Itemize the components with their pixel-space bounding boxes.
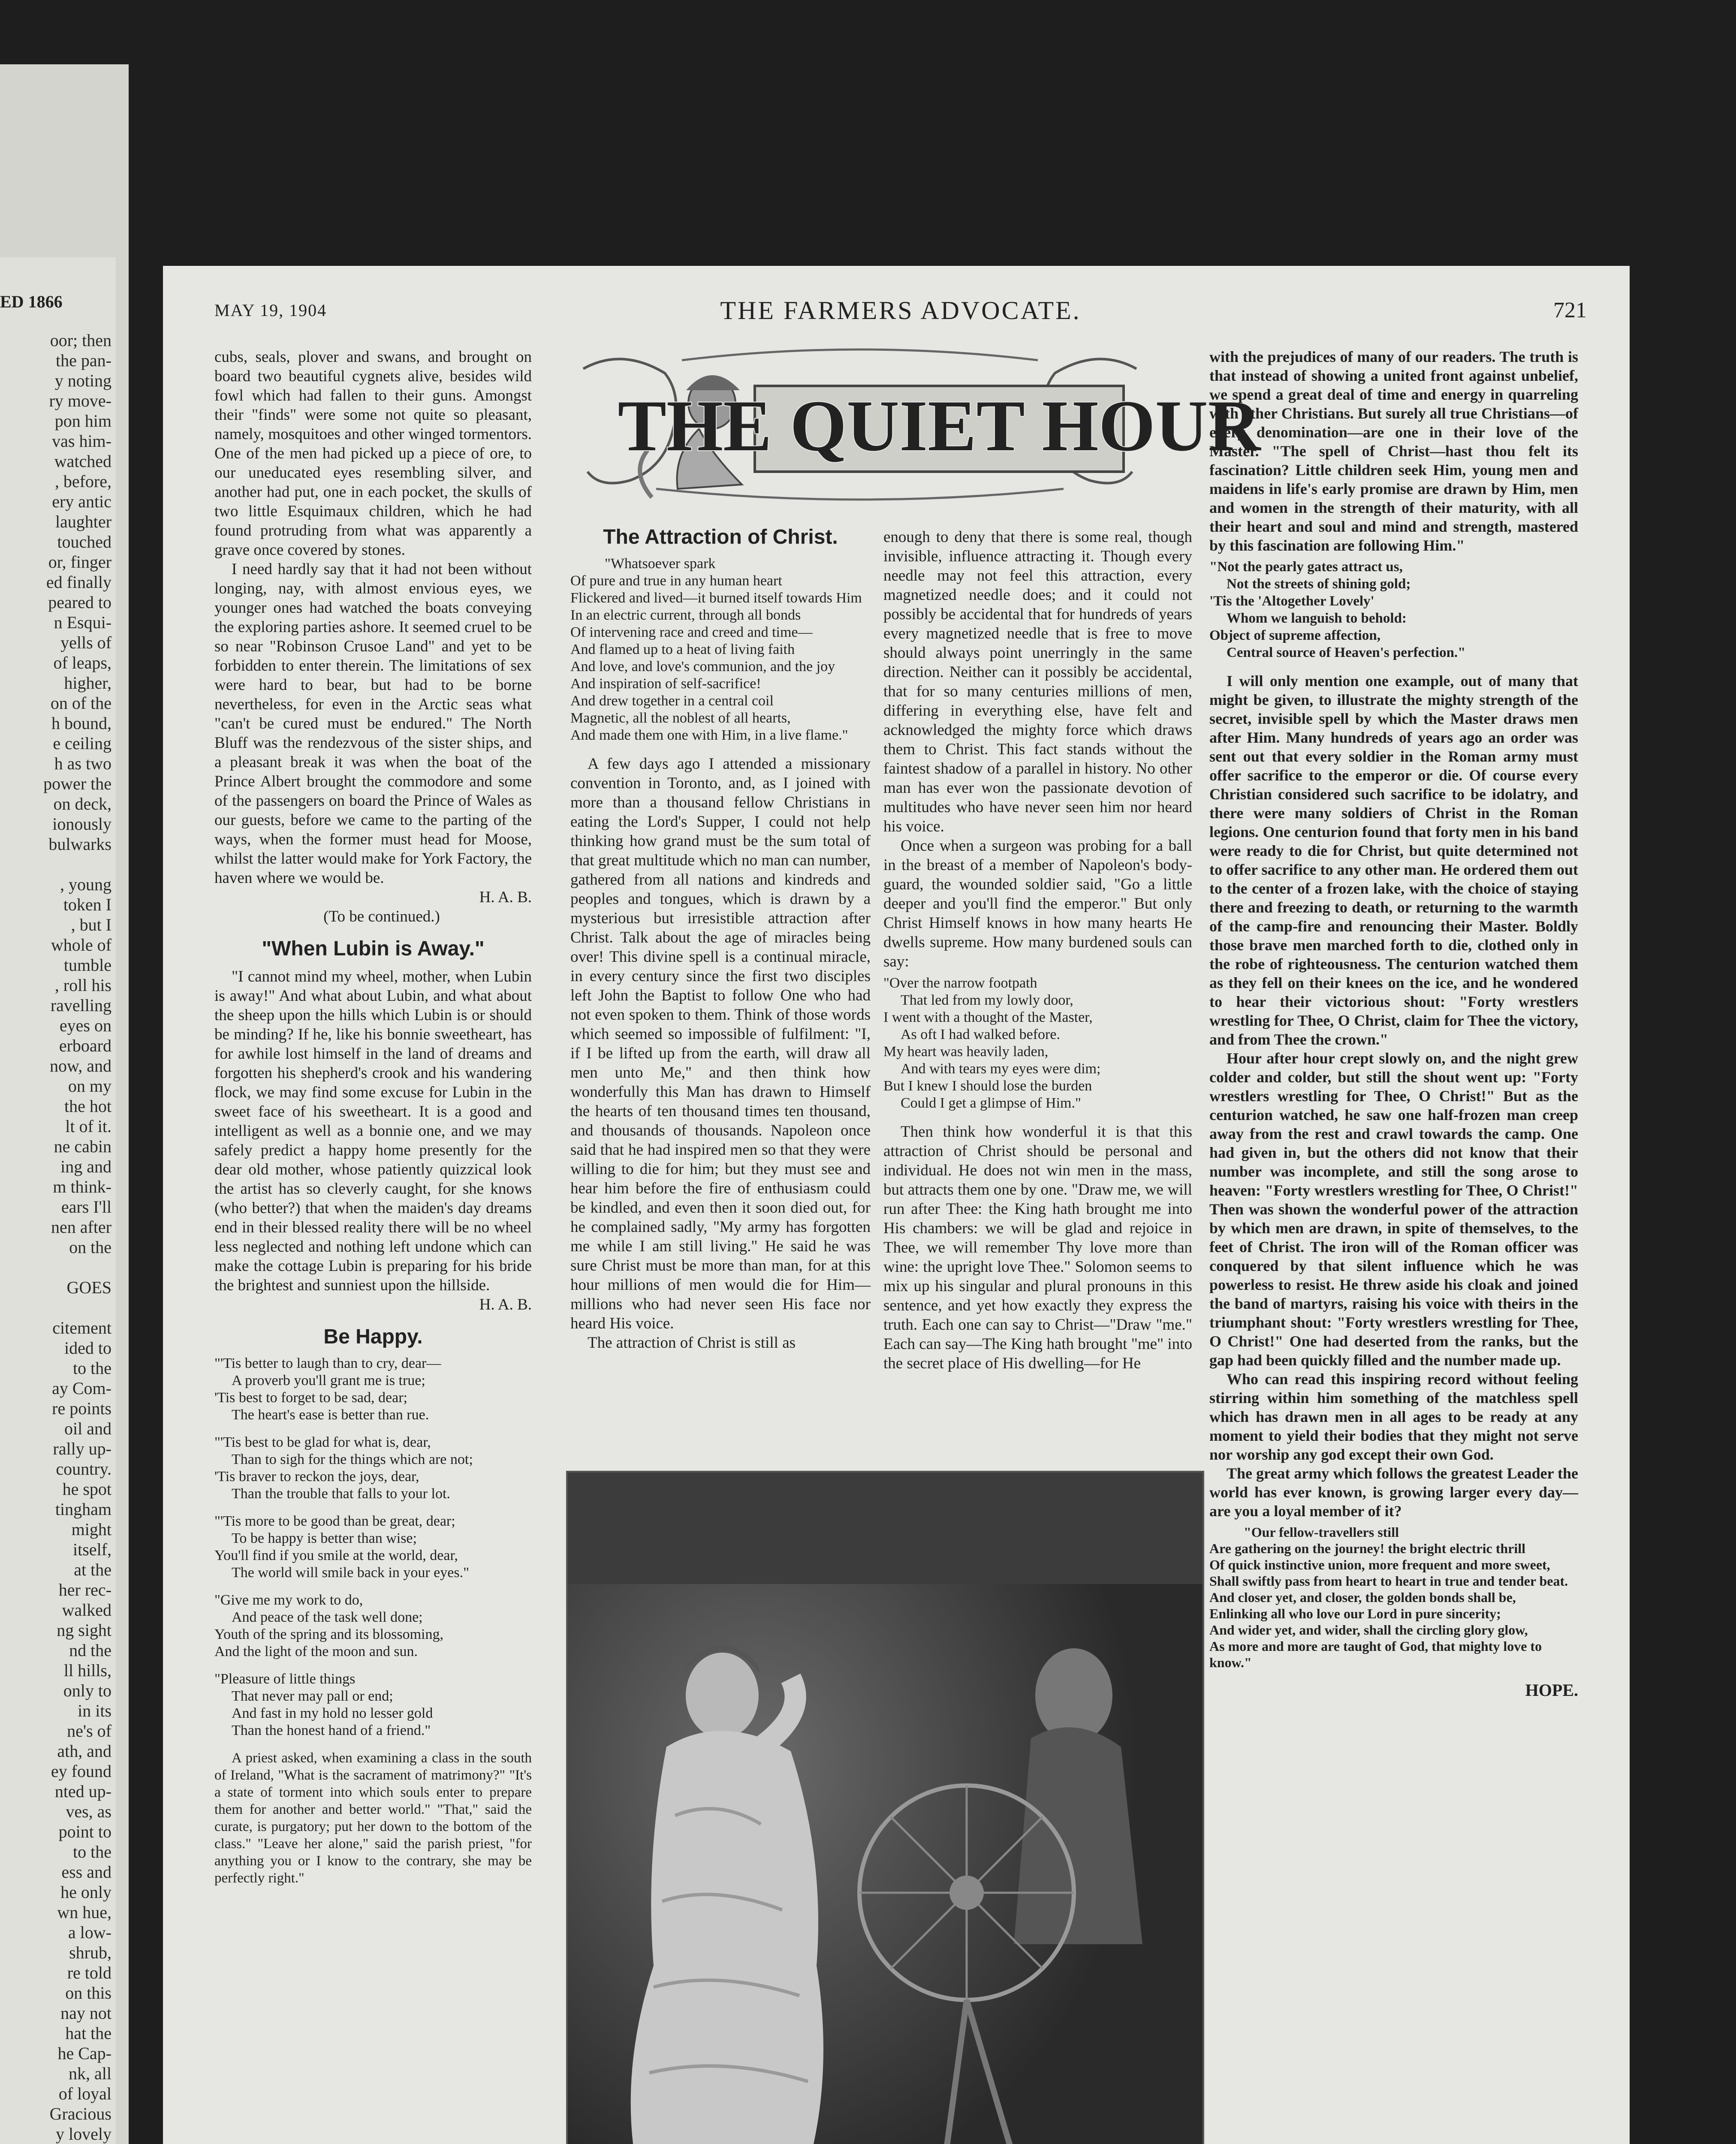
poem-line: Of quick instinctive union, more frequent and more sweet,	[1209, 1557, 1550, 1572]
poem-stanza	[214, 1434, 532, 1503]
column-1	[214, 347, 532, 1887]
fellow-travellers-poem	[1209, 1524, 1578, 1671]
newspaper-page	[214, 296, 1587, 2144]
poem-line: You'll find if you smile at the world, dear,	[214, 1548, 458, 1563]
paragraph: A priest asked, when examining a class in the south of Ireland, "What is the sacrament of matrimony?" "It's a state of torment into which souls enter to prepare them for another and better world." "That," said the curate, is purgatory; put her down to the bottom of the class." "Leave her alone," said the parish priest, "for anything you or I know to the contrary, she may be perfectly right."	[214, 1750, 532, 1886]
poem-line: I went with a thought of the Master,	[883, 1009, 1093, 1025]
paragraph: cubs, seals, plover and swans, and brought on board two beautiful cygnets alive, besides wild fowl which had fallen to their guns. Amongst their "finds" were some not quite so pleasant, namely, mosquitoes and other winged tormentors. One of the men had picked up a piece of ore, to our uneducated eyes resembling silver, and another had put, one in each pocket, the skulls of two little Esquimaux children, which he had found protruding from what was apparently a grave once covered by stones.	[214, 348, 532, 559]
poem-line: Magnetic, all the noblest of all hearts,	[570, 710, 791, 726]
poem-line: And the light of the moon and sun.	[214, 1644, 418, 1659]
paragraph: "I cannot mind my wheel, mother, when Lubin is away!" And what about Lubin, and what about the sheep upon the hills which Lubin is or should be minding? If he, like his bonnie sweetheart, has for awhile lost himself in the land of dreams and forgotten his shepherd's crook and his wandering flock, we may find some excuse for Lubin in the sweet face of his sweetheart. It is a good and intelligent as well as a bonnie one, and we may safely predict a happy home presently for the dear old mother, whose patiently quizzical look the artist has so cleverly caught, for she knows (who better?) that when the maiden's day dreams end in their blessed reality there will be no wheel less neglected and nothing left undone which can make the cottage Lubin is preparing for his bride the brightest and sunniest upon the hillside.	[214, 968, 532, 1294]
attraction-heading: The Attraction of Christ.	[603, 526, 838, 548]
previous-page-fragment	[0, 257, 116, 2144]
poem-line: And wider yet, and wider, shall the circling glory glow,	[1209, 1622, 1528, 1638]
poem-line: 'Tis braver to reckon the joys, dear,	[214, 1469, 419, 1485]
continued-note: (To be continued.)	[323, 908, 440, 925]
poem-line: And drew together in a central coil	[570, 693, 774, 709]
poem-line: Than the honest hand of a friend."	[232, 1722, 431, 1738]
poem-line: "Pleasure of little things	[214, 1671, 356, 1687]
previous-page-header: ED 1866	[0, 292, 63, 311]
poem-line: To be happy is better than wise;	[232, 1530, 417, 1546]
page-header	[214, 296, 1587, 325]
poem-stanza	[214, 1671, 532, 1739]
poem-line: "'Tis better to laugh than to cry, dear—	[214, 1355, 441, 1371]
signature-hope: HOPE.	[1525, 1680, 1578, 1700]
paragraph: The attraction of Christ is still as	[588, 1334, 796, 1352]
be-happy-poem	[214, 1355, 532, 1739]
poem-line: That never may pall or end;	[232, 1688, 393, 1704]
poem-line: But I knew I should lose the burden	[883, 1078, 1092, 1094]
author-initials: H. A. B.	[479, 888, 532, 906]
poem-line: That led from my lowly door,	[901, 992, 1073, 1008]
column-3	[883, 527, 1192, 1373]
paragraph: enough to deny that there is some real, though invisible, influence attracting it. Though every needle may not feel this attraction, every magnetized needle does; and it could not possibly be accidental that for hundreds of years every magnetized needle that is free to move should always point unerringly in the same direction. Neither can it possibly be accidental, that for so many centuries millions of men, differing in everything else, have felt and acknowledged the mighty force which draws them to Christ. This fact stands without the faintest shadow of a parallel in history. No other man has ever won the passionate devotion of multitudes who have never seen him nor heard his voice.	[883, 528, 1192, 835]
poem-line: "Over the narrow footpath	[883, 975, 1037, 991]
poem-line: "'Tis best to be glad for what is, dear,	[214, 1434, 431, 1450]
poem-line: And closer yet, and closer, the golden bonds shall be,	[1209, 1590, 1516, 1605]
poem-line: A proverb you'll grant me is true;	[232, 1373, 425, 1388]
paragraph: The great army which follows the greatest Leader the world has ever known, is growing larger every day—are you a loyal member of it?	[1209, 1465, 1578, 1520]
poem-line: As more and more are taught of God, that mighty love to know."	[1209, 1638, 1542, 1670]
woman-at-spinning-wheel-image	[568, 1472, 1203, 2144]
lubin-heading: "When Lubin is Away."	[262, 937, 485, 960]
issue-date: MAY 19, 1904	[214, 301, 327, 320]
previous-page-text: oor; then the pan- y noting ry move- pon him vas him- watched , before, ery antic laughter touched or, finger ed finally peared to n Esqui- yells of of leaps, higher, on of the h bound, e ceiling h as two power the on deck, ionously bulwarks , young token I , but I whole of tumble , roll his ravelling eyes on erboard now, and on my the hot lt of it. ne cabin ing and m think- ears I'll nen after on the GOES citement ided to to the ay Com- re points oil and rally up- country. he spot tingham might itself, at the her rec- walked ng sight nd the ll hills, only to in its ne's of ath, and ey found nted up- ves, as point to to the ess and he only wn hue, a low- shrub, re told on this nay not hat the he Cap- nk, all of loyal Gracious y lovely	[43, 331, 112, 2144]
poem-line: In an electric current, through all bonds	[570, 607, 801, 623]
poem-stanza	[214, 1513, 532, 1581]
poem-line: And with tears my eyes were dim;	[901, 1061, 1101, 1077]
paragraph: with the prejudices of many of our readers. The truth is that instead of showing a united front against unbelief, we spend a great deal of time and energy in quarreling with other Christians. But surely all true Christians—of every denomination—are one in their love of the Master. "The spell of Christ—hast thou felt its fascination? Little children seek Him, young men and maidens in life's early promise are drawn by Him, men and women in the strength of their maturity, with all their heart and soul and mind and strength, mastered by this fascination are following Him."	[1209, 348, 1578, 554]
poem-line: Central source of Heaven's perfection."	[1227, 645, 1466, 660]
poem-line: And peace of the task well done;	[232, 1609, 423, 1625]
poem-line: Youth of the spring and its blossoming,	[214, 1626, 443, 1642]
poem-line: Flickered and lived—it burned itself towards Him	[570, 590, 862, 606]
poem-line: "'Tis more to be good than be great, dear;	[214, 1513, 455, 1529]
paragraph: I will only mention one example, out of many that might be given, to illustrate the mighty strength of the secret, invisible spell by which the Master draws men after Him. Many hundreds of years ago an order was sent out that every soldier in the Roman army must offer sacrifice to the emperor or die. Of course every Christian considered such sacrifice to be idolatry, and there were many soldiers of Christ in the Roman legions. One centurion found that forty men in his band were ready to die for Christ, but quite determined not to offer sacrifice to any other man. He ordered them out to the center of a frozen lake, with the choice of staying there and freezing to death, or returning to the warmth of the camp-fire and renouncing their Master. Boldly those brave men marched forth to die, clothed only in the robe of righteousness. The centurion watched them as they fell on their knees on the ice, and he wondered to hear their victorious shout: "Forty wrestlers wrestling for Thee, O Christ, claim for Thee the victory, and from Thee the crown."	[1209, 672, 1578, 1048]
poem-line: Could I get a glimpse of Him."	[901, 1095, 1081, 1111]
paragraph: Hour after hour crept slowly on, and the night grew colder and colder, but still the shout went up: "Forty wrestlers wrestling for Thee, O Christ!" But as the centurion watched, he saw one half-frozen man creep away from the rest and crawl towards the camp. One had given in, but the others did not know that their number was incomplete, and still the song arose to heaven: "Forty wrestlers wrestling for Thee, O Christ!" Then was shown the wonderful power of the attraction by which men are drawn, in spite of themselves, to the feet of Christ. The iron will of the Roman officer was conquered by that silent influence which he was powerless to resist. He threw aside his cloak and joined the band of martyrs, raising his voice with theirs in the triumphant shout: "Forty wrestlers wrestling for Thee, O Christ!" One had deserted from the ranks, but the gap had been quickly filled and the number made up.	[1209, 1050, 1578, 1369]
attraction-poem	[570, 555, 871, 744]
footpath-poem	[883, 975, 1192, 1112]
poem-line: Object of supreme affection,	[1209, 628, 1380, 643]
quiet-hour-illustration	[570, 343, 1261, 506]
poem-line: Whom we languish to behold:	[1227, 611, 1407, 626]
poem-line: My heart was heavily laden,	[883, 1044, 1049, 1060]
paragraph: I need hardly say that it had not been without longing, nay, with almost envious eyes, we younger ones had watched the boats conveying the exploring parties ashore. It seemed cruel to be so near "Robinson Crusoe Land" and yet to be forbidden to enter therein. The limitations of sex were hard to bear, but had to be borne nevertheless, for even in the Arctic seas what "can't be cured must be endured." The North Bluff was the rendezvous of the sister ships, and a pleasant break it was when the boat of the Prince Albert brought the commodore and some of the passengers on board the Prince of Wales as our guests, before we came to the parting of the ways, when the former must head for Moose, whilst the latter would make for York Factory, the haven where we would be.	[214, 560, 532, 887]
poem-line: And inspiration of self-sacrifice!	[570, 676, 761, 692]
poem-line: The heart's ease is better than rue.	[232, 1407, 429, 1423]
pearly-gates-poem	[1209, 558, 1578, 661]
poem-line: Enlinking all who love our Lord in pure sincerity;	[1209, 1606, 1501, 1621]
column-2	[570, 527, 871, 1352]
paragraph: Who can read this inspiring record without feeling stirring within him something of the matchless spell which has drawn men in all ages to be ready at any moment to yield their bodies that they might not serve nor worship any god except their own God.	[1209, 1370, 1578, 1463]
poem-line: As oft I had walked before.	[901, 1027, 1060, 1042]
poem-stanza	[214, 1355, 532, 1424]
quiet-hour-banner	[570, 343, 1261, 506]
poem-line: "Not the pearly gates attract us,	[1209, 559, 1403, 575]
poem-stanza	[214, 1592, 532, 1660]
poem-line: 'Tis the 'Altogether Lovely'	[1209, 593, 1374, 609]
poem-line: And fast in my hold no lesser gold	[232, 1705, 433, 1721]
lubin-illustration	[566, 1471, 1204, 2144]
poem-line: 'Tis best to forget to be sad, dear;	[214, 1390, 407, 1406]
be-happy-heading: Be Happy.	[323, 1325, 423, 1348]
poem-line: Of intervening race and creed and time—	[570, 624, 813, 640]
poem-line: "Our fellow-travellers still	[1244, 1524, 1399, 1540]
poem-line: Of pure and true in any human heart	[570, 573, 782, 589]
column-4	[1209, 347, 1578, 1700]
poem-line: And love, and love's communion, and the joy	[570, 659, 835, 675]
publication-title: THE FARMERS ADVOCATE.	[720, 296, 1081, 325]
poem-line: "Whatsoever spark	[605, 556, 716, 572]
paragraph: Then think how wonderful it is that this attraction of Christ should be personal and individual. He does not win men in the mass, but attracts them one by one. "Draw me, we will run after Thee: the King hath brought me into His chambers: we will be glad and rejoice in Thee, we will remember Thy love more than wine: the upright love Thee." Solomon seems to mix up his singular and plural pronouns in this sentence, and yet how exactly they express the truth. Each one can say to Christ—"Draw "me." Each can say—The King hath brought "me" into the secret place of His dwelling—for He	[883, 1123, 1192, 1372]
poem-line: Not the streets of shining gold;	[1227, 576, 1411, 592]
paragraph: A few days ago I attended a missionary convention in Toronto, and, as I joined with more than a thousand fellow Christians in eating the Lord's Supper, I could not help thinking how grand must be the sum total of that great multitude which no man can number, gathered from all nations and kindreds and peoples and tongues, which is drawn by a mysterious but irresistible attraction after Christ. Talk about the age of miracles being over! This divine spell is a continual miracle, in every century since the first two disciples left John the Baptist to follow One who had not even spoken to them. Think of those words which seemed so impossible of fulfilment: "I, if I be lifted up from the earth, will draw all men unto Me," and then think how wonderfully this Man has drawn to Himself the hearts of ten thousand times ten thousand, and thousands of thousands. Napoleon once said that he had inspired men so that they were willing to die for him; but they must see and hear him before the fire of enthusiasm could be kindled, and even then it soon died out, for he complained sadly, "My army has forgotten me while I am still living." He said he was sure Christ must be more than man, for at this hour millions of men would die for Him—millions who had never seen His face nor heard His voice.	[570, 755, 871, 1332]
poem-line: And flamed up to a heat of living faith	[570, 641, 795, 657]
poem-line: Shall swiftly pass from heart to heart in true and tender beat.	[1209, 1573, 1568, 1589]
poem-line: Are gathering on the journey! the bright electric thrill	[1209, 1541, 1526, 1556]
author-initials: H. A. B.	[479, 1296, 532, 1313]
poem-line: And made them one with Him, in a live flame."	[570, 727, 848, 743]
paragraph: Once when a surgeon was probing for a ball in the breast of a member of Napoleon's body-guard, the wounded soldier said, "Go a little deeper and you'll find the emperor." But only Christ Himself knows in how many hearts He dwells supreme. How many burdened souls can say:	[883, 837, 1192, 970]
poem-line: "Give me my work to do,	[214, 1592, 363, 1608]
poem-line: The world will smile back in your eyes."	[232, 1565, 469, 1581]
poem-line: Than to sigh for the things which are not;	[232, 1451, 473, 1467]
quiet-hour-title: THE QUIET HOUR	[618, 385, 1261, 466]
poem-line: Than the trouble that falls to your lot.	[232, 1486, 450, 1502]
page-number: 721	[1553, 298, 1587, 322]
